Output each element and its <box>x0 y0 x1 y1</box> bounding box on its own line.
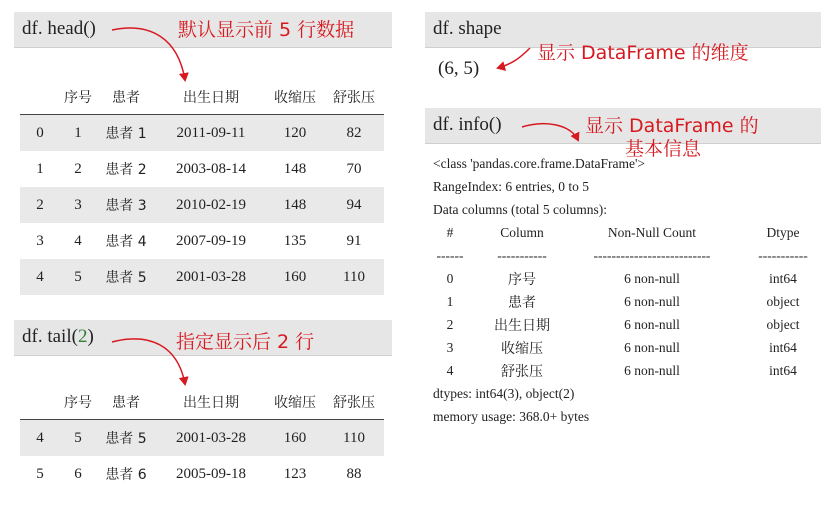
table-row: 5 6 患者 6 2005-09-18 123 88 <box>36 465 362 483</box>
head-table <box>20 80 384 295</box>
table-row: 4 5 患者 5 2001-03-28 160 110 <box>20 259 384 295</box>
shape-code: df. shape <box>433 18 502 39</box>
shape-arrow-icon <box>498 48 530 68</box>
column-header: 舒张压 <box>324 80 384 115</box>
column-header: 收缩压 <box>266 385 324 420</box>
tail-table <box>20 385 384 492</box>
info-table-header: # Column Non-Null Count Dtype <box>446 224 800 240</box>
tail-table-header <box>20 385 384 420</box>
column-header: 舒张压 <box>324 385 384 420</box>
tail-code: df. tail(2) <box>22 326 94 347</box>
info-memory: memory usage: 368.0+ bytes <box>433 409 590 424</box>
list-item: 0 序号 6 non-null int64 <box>446 270 797 288</box>
info-class-line: <class 'pandas.core.frame.DataFrame'> <box>433 156 645 171</box>
list-item: 4 舒张压 6 non-null int64 <box>446 362 797 380</box>
list-item: 2 出生日期 6 non-null object <box>446 316 800 334</box>
column-header: 出生日期 <box>156 385 266 420</box>
info-data-columns: Data columns (total 5 columns): <box>433 202 607 217</box>
info-output <box>433 152 839 428</box>
info-annotation-line1: 显示 DataFrame 的 <box>585 115 759 137</box>
column-header: 患者 <box>96 385 156 420</box>
list-item: 3 收缩压 6 non-null int64 <box>446 339 797 357</box>
info-table-separator: ------ ----------- -------------------------- ----------- <box>436 247 808 263</box>
info-table <box>433 221 839 382</box>
list-item: 1 患者 6 non-null object <box>446 293 800 311</box>
tail-code-arg: 2 <box>77 326 88 347</box>
shape-annotation: 显示 DataFrame 的维度 <box>537 42 749 64</box>
table-row: 2 3 患者 3 2010-02-19 148 94 <box>20 187 384 223</box>
table-row: 4 5 患者 5 2001-03-28 160 110 <box>20 420 384 457</box>
tail-annotation: 指定显示后 2 行 <box>176 331 315 353</box>
shape-value: (6, 5) <box>438 58 480 79</box>
column-header: 患者 <box>96 80 156 115</box>
table-row: 3 4 患者 4 2007-09-19 135 91 <box>36 232 362 250</box>
info-code: df. info() <box>433 114 502 135</box>
info-dtypes: dtypes: int64(3), object(2) <box>433 386 575 401</box>
column-header: 收缩压 <box>266 80 324 115</box>
table-row: 1 2 患者 2 2003-08-14 148 70 <box>36 160 362 178</box>
column-header: 出生日期 <box>156 80 266 115</box>
column-header: 序号 <box>60 385 96 420</box>
info-range-index: RangeIndex: 6 entries, 0 to 5 <box>433 179 589 194</box>
head-annotation: 默认显示前 5 行数据 <box>178 19 355 41</box>
head-table-header <box>20 80 384 115</box>
info-annotation-line2: 基本信息 <box>625 138 702 160</box>
head-code: df. head() <box>22 18 96 39</box>
table-row: 0 1 患者 1 2011-09-11 120 82 <box>20 115 384 152</box>
column-header: 序号 <box>60 80 96 115</box>
